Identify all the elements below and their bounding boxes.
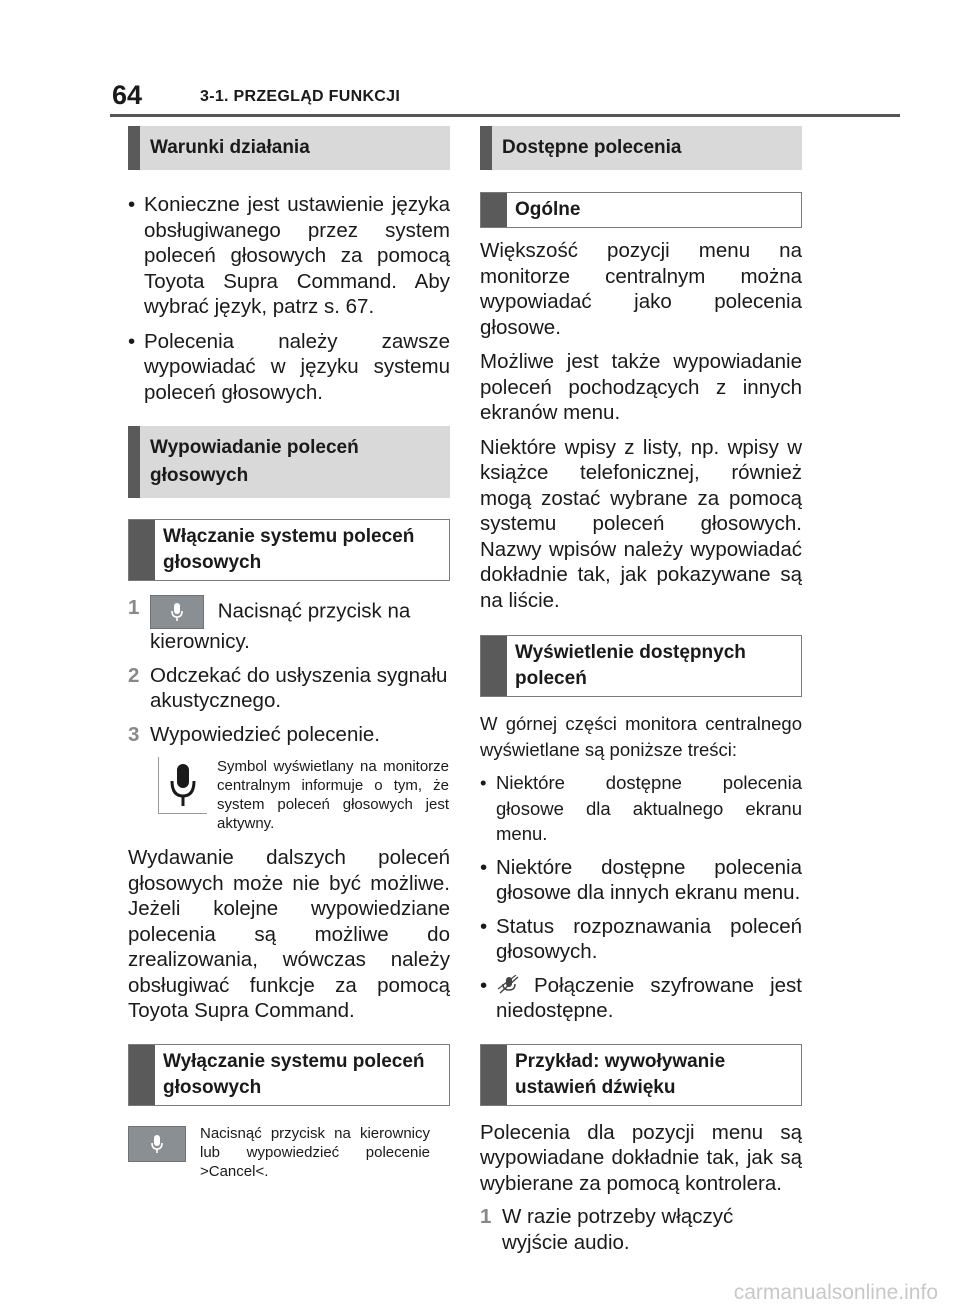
subheading-ogolne [480,192,802,228]
right-column [480,126,802,1255]
mic-icon [150,1134,164,1154]
step-number: 1 [480,1205,492,1228]
subheading-bar [481,193,507,227]
bullet-item [480,973,802,1024]
step-1-text: Nacisnąć przycisk na kierownicy. [150,599,411,653]
mic-crossed-icon [496,975,522,995]
step-number: 2 [128,663,140,687]
wylaczanie-note [128,1124,450,1181]
voice-button-image [128,1126,186,1162]
section-title: 3-1. PRZEGLĄD FUNKCJI [200,88,401,105]
bullet-item: • Polecenia należy zawsze wypowiadać w języku systemu poleceń głosowych. [128,329,450,406]
step-1-text: W razie potrzeby włączyć wyjście audio. [502,1205,734,1254]
subheading-bar [481,636,507,696]
header-rule [110,114,900,117]
subheading-przyklad [480,1044,802,1106]
subheading-wlaczanie [128,519,450,581]
voice-button-image [150,595,204,629]
heading-wypowiadanie [128,426,450,498]
subheading-wlaczanie-text: Włączanie systemu poleceń głosowych [163,526,415,573]
watermark: carmanualsonline.info [733,1281,938,1304]
subheading-przyklad-text: Przykład: wywoływanie ustawień dźwięku [515,1050,726,1098]
heading-dostepne-text: Dostępne polecenia [502,137,682,158]
paragraph: W górnej części monitora centralnego wyświetlane są poniższe treści: [480,713,802,760]
heading-warunki-text: Warunki działania [150,137,310,158]
page-number: 64 [112,80,143,110]
heading-wypowiadanie-text: Wypowiadanie poleceń głosowych [150,437,359,486]
mic-icon [169,762,197,808]
subheading-wyswietlanie-text: Wyświetlenie dostępnych poleceń [515,642,746,689]
step-number: 1 [128,596,140,619]
subheading-bar [129,520,155,580]
mic-icon [170,602,184,622]
left-column [128,126,450,1181]
subheading-bar [129,1045,155,1105]
step-1 [128,595,450,655]
subheading-bar [481,1045,507,1105]
bullet-item: • Status rozpoznawania poleceń głosowych. [480,914,802,965]
bullet-text: Połączenie szyfrowane jest niedostępne. [496,973,802,1022]
step-number: 3 [128,722,140,746]
subheading-ogolne-text: Ogólne [515,199,581,220]
subheading-wyswietlanie [480,635,802,697]
paragraph-note: Wydawanie dalszych poleceń głosowych może nie być możliwe. Jeżeli kolejne wypowiedziane polecenia są możliwe do zrealizowania, wówczas należy obsługiwać funkcje za pomocą Toyota Supra Command. [128,846,450,1022]
paragraph: Niektóre wpisy z listy, np. wpisy w książce telefonicznej, również mogą zostać wybrane za pomocą systemu poleceń głosowych. Nazwy wpisów należy wypowiadać dokładnie tak, jak pokazywane są na liście. [480,435,802,612]
symbol-note-text: Symbol wyświetlany na monitorze centralnym informuje o tym, że system poleceń głosowych jest aktywny. [217,758,449,832]
paragraph: Polecenia dla pozycji menu są wypowiadane dokładnie tak, jak są wybierane za pomocą kontrolera. [480,1120,802,1195]
step-3-text: Wypowiedzieć polecenie. [150,722,380,746]
subheading-wylaczanie [128,1044,450,1106]
paragraph: Większość pozycji menu na monitorze centralnym można wypowiadać jako polecenia głosowe. [480,239,802,339]
subheading-wylaczanie-text: Wyłączanie systemu poleceń głosowych [163,1050,425,1098]
step-3 [128,722,450,748]
bullet-item: • Niektóre dostępne polecenia głosowe dla aktualnego ekranu menu. [480,770,802,847]
step-2-text: Odczekać do usłyszenia sygnału akustycznego. [150,663,448,712]
mic-symbol-frame [158,757,207,814]
symbol-note [128,757,450,833]
heading-warunki [128,126,450,170]
paragraph: Możliwe jest także wypowiadanie poleceń pochodzących z innych ekranów menu. [480,350,802,424]
bullet-item: • Niektóre dostępne polecenia głosowe dla innych ekranu menu. [480,855,802,906]
heading-dostepne [480,126,802,170]
step-2 [128,663,450,714]
wylaczanie-text: Nacisnąć przycisk na kierownicy lub wypowiedzieć polecenie >Cancel<. [200,1124,430,1180]
step-1 [480,1204,802,1255]
bullet-item: • Konieczne jest ustawienie języka obsługiwanego przez system poleceń głosowych za pomocą Toyota Supra Command. Aby wybrać język, patrz s. 67. [128,192,450,320]
